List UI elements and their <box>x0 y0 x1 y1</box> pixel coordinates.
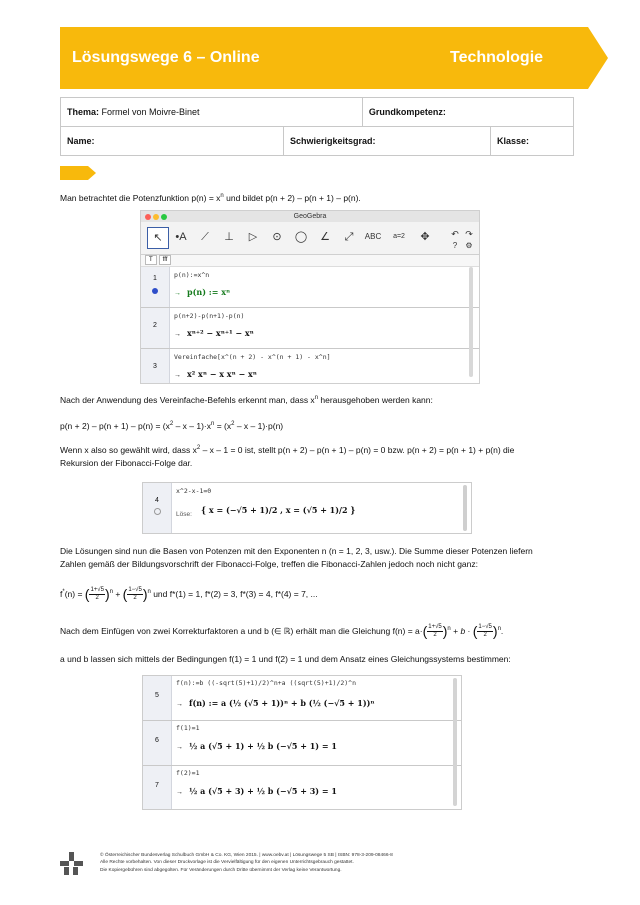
footer <box>100 852 393 874</box>
window-title: GeoGebra <box>293 213 327 220</box>
cas-output: → f(n) := a (½ (√5 + 1))ⁿ + b (½ (−√5 + 1))ⁿ <box>176 698 375 708</box>
gear-icon[interactable]: ⚙ <box>465 241 473 250</box>
undo-icon[interactable]: ↶ <box>451 229 459 239</box>
fraction-style-button[interactable]: fff <box>159 255 172 265</box>
solve-label: Löse: <box>176 511 192 518</box>
close-icon[interactable] <box>145 214 151 220</box>
cas-input[interactable]: x^2-x-1=0 <box>176 487 212 495</box>
window-titlebar <box>141 211 479 222</box>
wenn-text: Wenn x also so gewählt wird, dass $x^2 - x - 1 = 0$ ist, stellt p(n + 2) – p(n + 1) – p(n) = 0 bzw. p(n + 2) = p(n + 1) + p(n) die Rekursion der Fibonacci-Folge dar. <box>60 445 515 468</box>
polygon-tool-icon[interactable]: ▷ <box>248 231 258 243</box>
footer-rights: Alle Rechte vorbehalten. Von dieser Druckvorlage ist die Vervielfältigung für den eigenen Unterrichtsgebrauch gestattet. <box>100 860 354 866</box>
cas-row[interactable]: 3 Vereinfache[x^(n + 2) - x^(n + 1) - x^n] → x² xⁿ − x xⁿ − xⁿ <box>141 349 479 384</box>
cas-output: → xⁿ⁺² − xⁿ⁺¹ − xⁿ <box>174 328 254 338</box>
cas-input[interactable]: p(n):=x^n <box>174 271 210 279</box>
name-cell: Name: <box>61 127 284 156</box>
schwierigkeit-cell: Schwierigkeitsgrad: <box>284 127 491 156</box>
fstar-line: f*(n) = ( $\frac{1+√5}{2}$ )$^n$ + ( $\frac{1-√5}{2}$ )$^n$ und f*(1) = 1, f*(2) = 3, f*(3) = 4, f*(4) = 7, ... <box>60 586 318 602</box>
point-tool-icon[interactable]: •A <box>175 231 187 243</box>
worksheet-info-table <box>60 97 574 156</box>
cas-output: → ½ a (√5 + 1) + ½ b (−√5 + 1) = 1 <box>176 741 337 751</box>
geogebra-window[interactable] <box>140 210 480 384</box>
cas-solve-panel[interactable] <box>142 482 472 534</box>
scrollbar[interactable] <box>453 678 457 806</box>
equation-line: $p(n + 2) - p(n + 1) - p(n) = (x^2 - x - 1)\cdot x^n = (x^2 - x - 1)\cdot p(n)$ <box>60 421 284 431</box>
maximize-icon[interactable] <box>161 214 167 220</box>
cas-row[interactable]: 5 f(n):=b ((-sqrt(5)+1)/2)^n+a ((sqrt(5)+1)/2)^n → f(n) := a (½ (√5 + 1))ⁿ + b (½ (−√5 + 1))ⁿ <box>143 676 461 721</box>
thema-cell: Thema: Formel von Moivre-Binet <box>61 98 363 127</box>
header-banner <box>60 27 608 89</box>
cas-row[interactable]: 7 f(2)=1 → ½ a (√5 + 3) + ½ b (−√5 + 3) = 1 <box>143 766 461 810</box>
ellipse-tool-icon[interactable]: ◯ <box>294 231 308 243</box>
loesungen-text: Die Lösungen sind nun die Basen von Potenzen mit den Exponenten n (n = 1, 2, 3, usw.). Die Summe dieser Potenzen liefern Zahlen gemäß der Bildungsvorschrift der Fibonacci-Folge, treffen die Fibonacci-Zahlen jedoch noch nicht ganz: <box>60 546 533 569</box>
cas-row[interactable]: 6 f(1)=1 → ½ a (√5 + 1) + ½ b (−√5 + 1) = 1 <box>143 721 461 766</box>
cas-input[interactable]: Vereinfache[x^(n + 2) - x^(n + 1) - x^n] <box>174 353 331 361</box>
cas-output: { x = (−√5 + 1)/2 , x = (√5 + 1)/2 } <box>201 505 356 515</box>
text-style-button[interactable]: T <box>145 255 157 265</box>
footer-copyright: © Österreichischer Bundesverlag Schulbuch GmbH & Co. KG, Wien 2015. | www.oebv.at | Lösungswege 5 SB | ISBN: 978-3-209-08466-8 <box>100 853 393 858</box>
cas-input[interactable]: p(n+2)-p(n+1)-p(n) <box>174 312 245 320</box>
ab-text: a und b lassen sich mittels der Bedingungen f(1) = 1 und f(2) = 1 und dem Ansatz eines Gleichungssystems bestimmen: <box>60 654 511 664</box>
angle-tool-icon[interactable]: ∠ <box>320 231 330 243</box>
move-view-tool-icon[interactable]: ✥ <box>420 231 430 243</box>
move-tool-icon[interactable]: ↖ <box>147 227 169 249</box>
publisher-logo-icon <box>60 852 84 876</box>
line-tool-icon[interactable]: ⟋ <box>201 231 209 243</box>
cas-output: → x² xⁿ − x xⁿ − xⁿ <box>174 369 257 379</box>
slider-tool-icon[interactable]: a=2 <box>393 233 405 240</box>
klasse-cell: Klasse: <box>491 127 574 156</box>
cas-output: → p(n) := xⁿ <box>174 287 231 297</box>
intro-text: Man betrachtet die Potenzfunktion $p(n) = x^n$ und bildet p(n + 2) – p(n + 1) – p(n). <box>60 193 361 203</box>
cas-row[interactable]: 2 p(n+2)-p(n+1)-p(n) → xⁿ⁺² − xⁿ⁺¹ − xⁿ <box>141 308 479 349</box>
help-icon[interactable]: ? <box>452 241 458 250</box>
section-marker <box>60 166 96 180</box>
visibility-dot-icon[interactable] <box>154 508 161 515</box>
circle-tool-icon[interactable]: ⊙ <box>272 231 282 243</box>
text-tool-icon[interactable]: ABC <box>364 232 382 241</box>
cas-input[interactable]: f(1)=1 <box>176 724 200 732</box>
cas-row[interactable]: 1 p(n):=x^n → p(n) := xⁿ <box>141 267 479 308</box>
section-title: Technologie <box>450 49 544 66</box>
cas-input[interactable]: f(2)=1 <box>176 769 200 777</box>
cas-row[interactable]: 4 x^2-x-1=0 Löse: { x = (−√5 + 1)/2 , x = (√5 + 1)/2 } <box>143 483 471 533</box>
geogebra-toolbar <box>141 222 479 255</box>
cas-output: → ½ a (√5 + 3) + ½ b (−√5 + 3) = 1 <box>176 786 337 796</box>
perpendicular-tool-icon[interactable]: ⊥ <box>224 231 234 243</box>
grundkompetenz-cell: Grundkompetenz: <box>362 98 573 127</box>
korrektur-text: Nach dem Einfügen von zwei Korrekturfaktoren a und b (∈ ℝ) erhält man die Gleichung f(n) = a·( $\frac{1+√5}{2}$ )$^n$ + b · ( $\frac{1-√5}{2}$ )$^n$. <box>60 623 504 639</box>
cas-input[interactable]: f(n):=b ((-sqrt(5)+1)/2)^n+a ((sqrt(5)+1)/2)^n <box>176 679 357 687</box>
series-title: Lösungswege 6 – Online <box>72 49 260 66</box>
minimize-icon[interactable] <box>153 214 159 220</box>
footer-fees: Die Kopiergebühren sind abgegolten. Für Veränderungen durch Dritte übernimmt der Verlag keine Verantwortung. <box>100 867 342 873</box>
after-text: Nach der Anwendung des Vereinfache-Befehls erkennt man, dass $x^n$ herausgehoben werden kann: <box>60 395 433 405</box>
reflect-tool-icon[interactable]: ⤢ <box>344 231 354 243</box>
scrollbar[interactable] <box>469 267 473 377</box>
cas-system-panel[interactable] <box>142 675 462 810</box>
cas-rows <box>141 267 479 384</box>
redo-icon[interactable]: ↷ <box>465 229 473 239</box>
scrollbar[interactable] <box>463 485 467 531</box>
style-bar <box>141 255 479 267</box>
visibility-dot-icon[interactable] <box>152 288 158 294</box>
